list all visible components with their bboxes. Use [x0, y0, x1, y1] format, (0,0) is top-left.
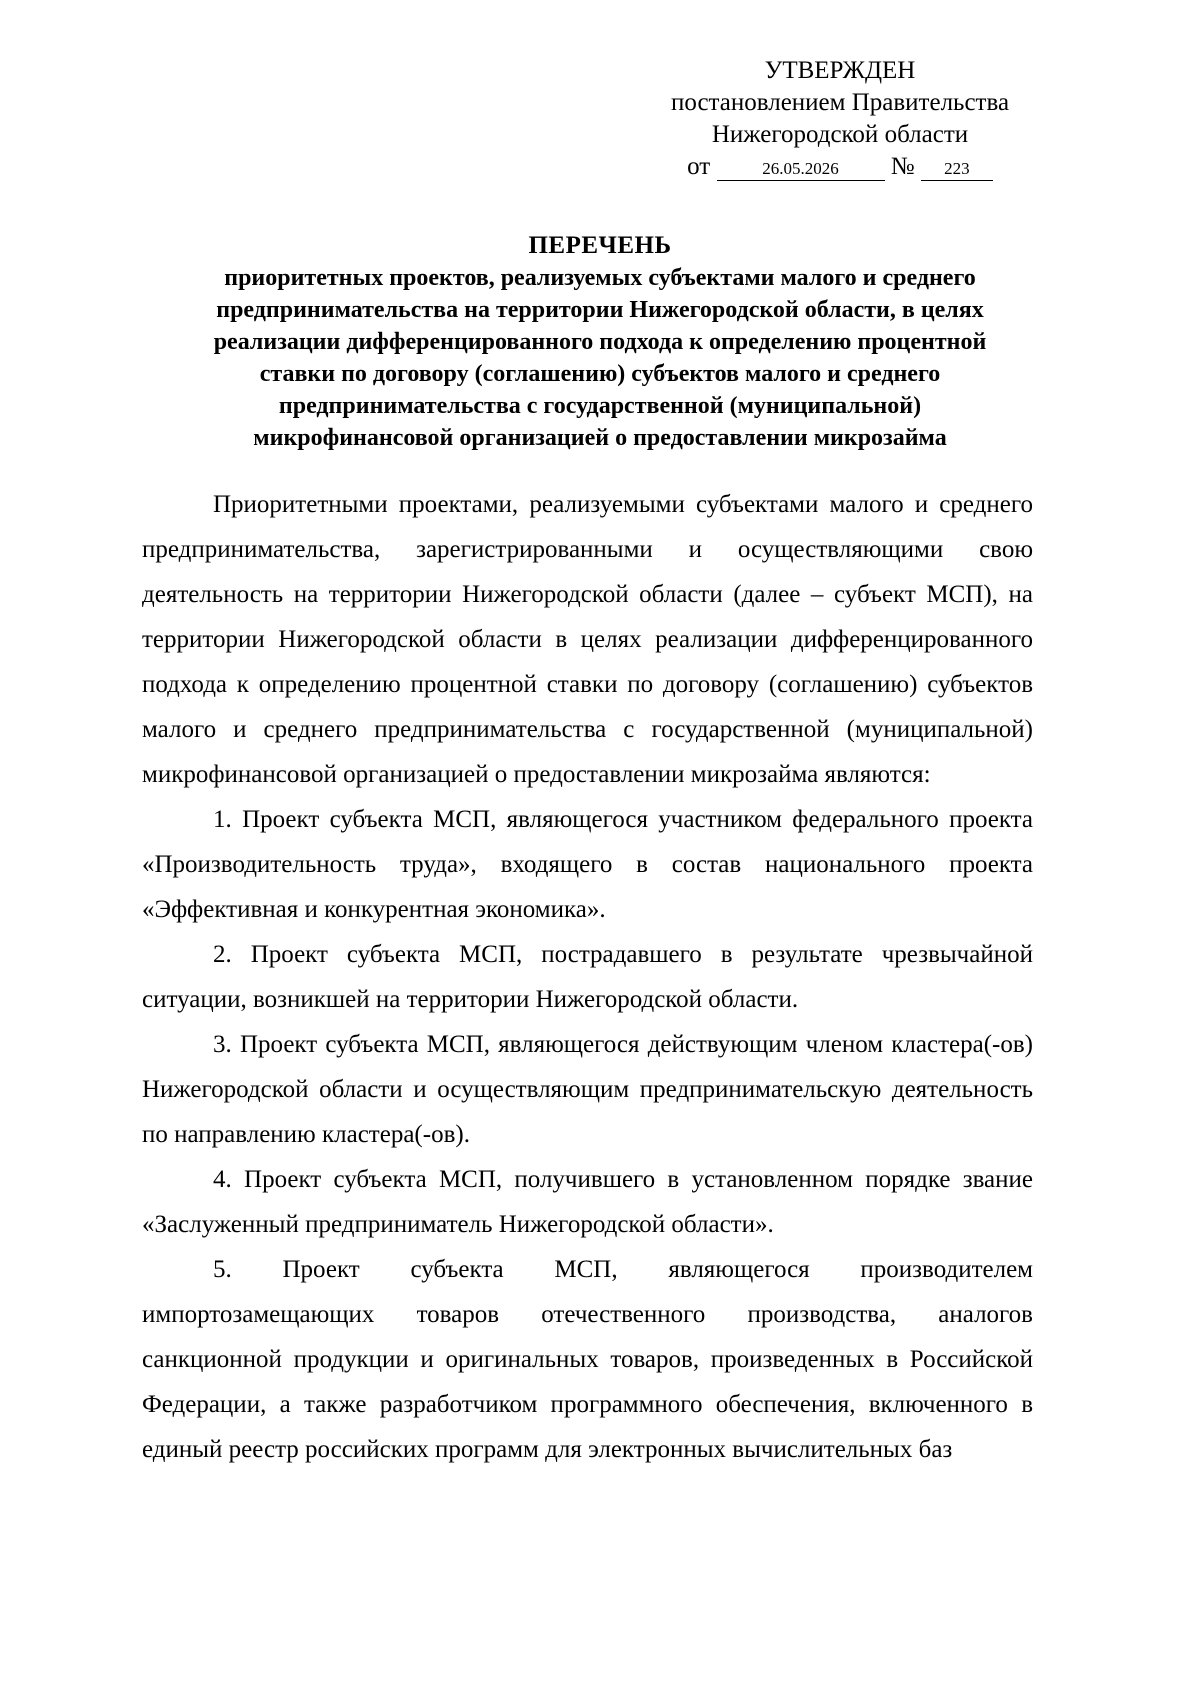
- approval-number: 223: [921, 158, 993, 181]
- title-line: ставки по договору (соглашению) субъектов малого и среднего: [259, 361, 941, 387]
- list-item-4: 4. Проект субъекта МСП, получившего в установленном порядке звание «Заслуженный предприниматель Нижегородской области».: [142, 1166, 1033, 1238]
- list-item-2: 2. Проект субъекта МСП, пострадавшего в результате чрезвычайной ситуации, возникшей на территории Нижегородской области.: [142, 941, 1033, 1013]
- title-line: реализации дифференцированного подхода к определению процентной: [213, 329, 987, 355]
- approval-line-1: постановлением Правительства: [670, 89, 1010, 116]
- approval-approved: УТВЕРЖДЕН: [764, 57, 916, 84]
- list-item-3: 3. Проект субъекта МСП, являющегося действующим членом кластера(-ов) Нижегородской области и осуществляющим предпринимательскую деятельность по направлению кластера(-ов).: [142, 1031, 1033, 1148]
- document-title: [100, 230, 1100, 454]
- title-line: предпринимательства на территории Нижегородской области, в целях: [216, 297, 984, 323]
- approval-number-sign: №: [890, 153, 915, 180]
- document-body: [142, 482, 1033, 1472]
- approval-date-prefix: от: [687, 153, 711, 180]
- approval-line-2: Нижегородской области: [711, 121, 969, 148]
- approval-date: 26.05.2026: [717, 158, 885, 181]
- title-line: микрофинансовой организацией о предоставлении микрозайма: [253, 425, 947, 451]
- list-item-5: 5. Проект субъекта МСП, являющегося производителем импортозамещающих товаров отечественного производства, аналогов санкционной продукции и оригинальных товаров, произведенных в Российской Федерации, а также разработчиком программного обеспечения, включенного в единый реестр российских программ для электронных вычислительных баз: [142, 1256, 1033, 1463]
- title-line: приоритетных проектов, реализуемых субъектами малого и среднего: [224, 265, 976, 291]
- approval-block: [600, 55, 1080, 183]
- title-line: предпринимательства с государственной (муниципальной): [278, 393, 922, 419]
- list-item-1: 1. Проект субъекта МСП, являющегося участником федерального проекта «Производительность труда», входящего в состав национального проекта «Эффективная и конкурентная экономика».: [142, 806, 1033, 923]
- title-heading: ПЕРЕЧЕНЬ: [528, 232, 672, 259]
- intro-paragraph: Приоритетными проектами, реализуемыми субъектами малого и среднего предпринимательства, зарегистрированными и осуществляющими свою деятельность на территории Нижегородской области (далее – субъект МСП), на территории Нижегородской области в целях реализации дифференцированного подхода к определению процентной ставки по договору (соглашению) субъектов малого и среднего предпринимательства с государственной (муниципальной) микрофинансовой организацией о предоставлении микрозайма являются:: [142, 491, 1033, 788]
- approval-date-row: [600, 151, 1080, 183]
